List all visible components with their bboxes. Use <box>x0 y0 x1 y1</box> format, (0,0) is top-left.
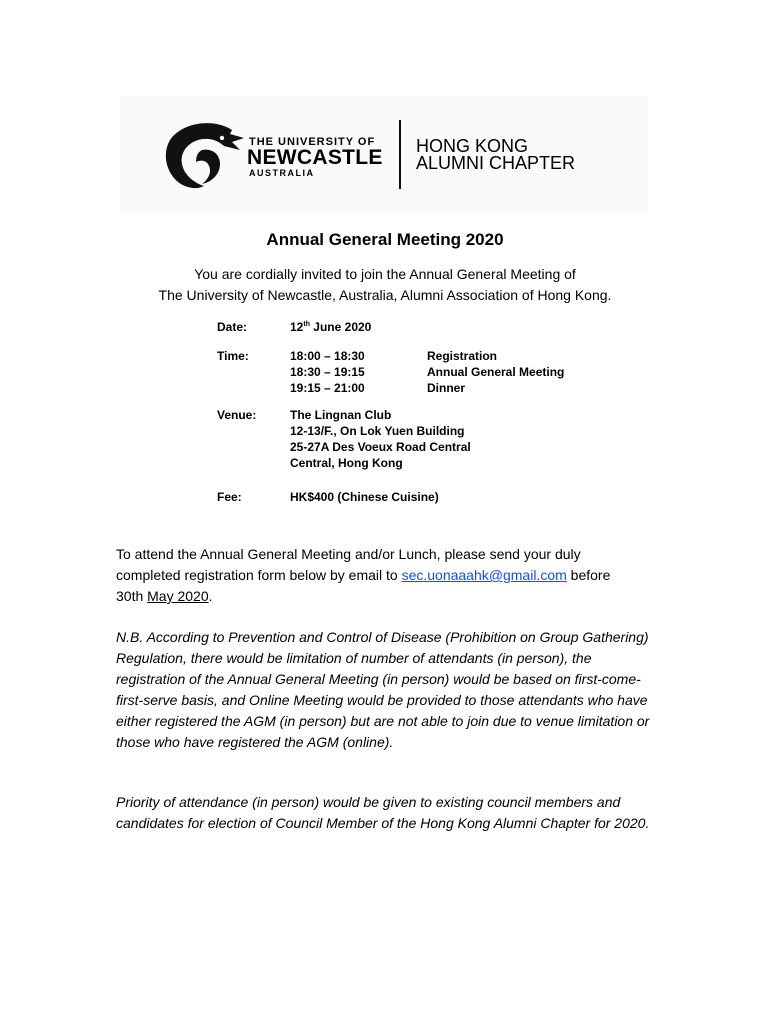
schedule-time: 18:00 – 18:30 <box>290 349 365 363</box>
venue-line: 25-27A Des Voeux Road Central <box>290 440 471 454</box>
chapter-line-1: HONG KONG <box>416 136 529 156</box>
venue-label: Venue: <box>217 408 257 422</box>
fee-label: Fee: <box>217 490 242 504</box>
deadline-date: May 2020 <box>147 588 209 604</box>
university-country: AUSTRALIA <box>249 168 315 178</box>
venue-line: Central, Hong Kong <box>290 456 403 470</box>
schedule-activity: Annual General Meeting <box>427 365 565 379</box>
venue-line: 12-13/F., On Lok Yuen Building <box>290 424 465 438</box>
page-title: Annual General Meeting 2020 <box>266 230 504 249</box>
nb-notice: N.B. According to Prevention and Control of Disease (Prohibition on Group Gathering) Regulation, there would be limitation of number of attendants (in person), the registration of the Annual General Meeting (in person) would be based on first-come-first-serve basis, and Online Meeting would be provided to those attendants who have either registered the AGM (in person) but are not able to join due to venue limitation or those who have registered the AGM (online). <box>116 629 650 750</box>
fee-value: HK$400 (Chinese Cuisine) <box>290 490 439 504</box>
logo-divider <box>399 120 401 189</box>
university-line-1: THE UNIVERSITY OF <box>249 136 376 148</box>
schedule-time: 18:30 – 19:15 <box>290 365 365 379</box>
university-name: NEWCASTLE <box>247 146 383 169</box>
invitation-line-2: The University of Newcastle, Australia, Alumni Association of Hong Kong. <box>158 287 612 303</box>
chapter-line-2: ALUMNI CHAPTER <box>416 153 576 173</box>
priority-notice: Priority of attendance (in person) would be given to existing council members and candidates for election of Council Member of the Hong Kong Alumni Chapter for 2020. <box>116 794 650 831</box>
schedule-activity: Dinner <box>427 381 466 395</box>
email-link[interactable]: sec.uonaaahk@gmail.com <box>401 567 567 583</box>
schedule-activity: Registration <box>427 349 498 363</box>
invitation-line-1: You are cordially invited to join the Annual General Meeting of <box>194 266 576 282</box>
venue-line: The Lingnan Club <box>290 408 392 422</box>
registration-instructions: To attend the Annual General Meeting and/or Lunch, please send your duly completed registration form below by email to sec.uonaaahk@gmail.com before 30th May 2020. <box>116 546 611 604</box>
schedule-time: 19:15 – 21:00 <box>290 381 365 395</box>
date-label: Date: <box>217 320 248 334</box>
time-label: Time: <box>217 349 249 363</box>
newcastle-seahorse-logo <box>162 120 246 192</box>
date-value: 12th June 2020 <box>290 320 372 334</box>
